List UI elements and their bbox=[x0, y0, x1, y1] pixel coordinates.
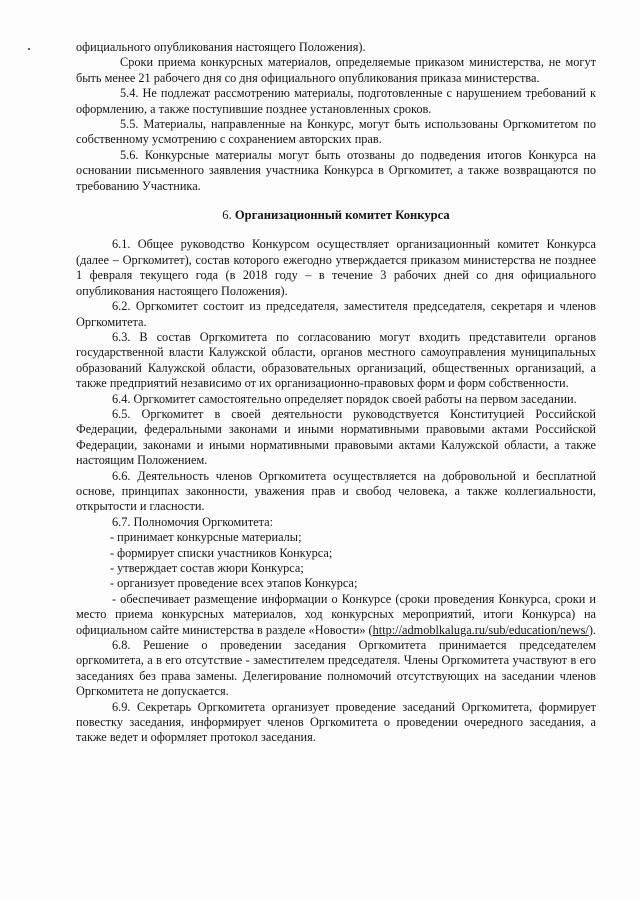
paragraph-top-line: официального опубликования настоящего Положения). bbox=[76, 40, 366, 54]
section-number: 6. bbox=[222, 208, 232, 223]
document-body bbox=[76, 40, 596, 746]
paragraph-6-6: 6.6. Деятельность членов Оргкомитета осуществляется на добровольной и бесплатной основе, принципах законности, уважения прав и свобод человека, а также коллегиальности, открытости и гласности. bbox=[76, 468, 596, 514]
list-item-power: - принимает конкурсные материалы; bbox=[110, 530, 302, 545]
list-item-power: - организует проведение всех этапов Конкурса; bbox=[110, 576, 358, 591]
publication-text: - обеспечивает размещение информации о Конкурсе (сроки проведения Конкурса, сроки и место приема конкурсных материалов, ход конкурсных мероприятий, итоги Конкурса) на официальном сайте министерства в разделе «Новости» ( bbox=[76, 591, 596, 637]
list-item-power: - формирует списки участников Конкурса; bbox=[110, 545, 333, 560]
paragraph-6-7: 6.7. Полномочия Оргкомитета: bbox=[112, 514, 274, 529]
scan-speck bbox=[28, 48, 30, 50]
paragraph-6-4: 6.4. Оргкомитет самостоятельно определяет порядок своей работы на первом заседании. bbox=[112, 391, 577, 406]
paragraph-6-3: 6.3. В состав Оргкомитета по согласованию могут входить представители органов государственной власти Калужской области, органов местного самоуправления муниципальных образований Калужской области, образовательных организаций, общественных организаций, а также предприятий независимо от их организационно-правовых форм и форм собственности. bbox=[76, 329, 596, 391]
paragraph-5-5: 5.5. Материалы, направленные на Конкурс, могут быть использованы Оргкомитетом по собственному усмотрению с сохранением авторских прав. bbox=[76, 117, 596, 147]
publication-text-end: ). bbox=[588, 622, 596, 637]
paragraph-6-2: 6.2. Оргкомитет состоит из председателя, заместителя председателя, секретаря и членов Оргкомитета. bbox=[76, 299, 596, 329]
paragraph-6-8: 6.8. Решение о проведении заседания Оргкомитета принимается председателем оргкомитета, а в его отсутствие - заместителем председателя. Члены Оргкомитета участвуют в его заседаниях без права замены. Делегирование полномочий отсутствующих на заседании членов Оргкомитета не допускается. bbox=[76, 638, 596, 699]
paragraph-deadline: Сроки приема конкурсных материалов, определяемые приказом министерства, не могут быть менее 21 рабочего дня со дня официального опубликования приказа министерства. bbox=[76, 55, 596, 85]
list-item-power-publication bbox=[76, 592, 596, 638]
paragraph-5-4: 5.4. Не подлежат рассмотрению материалы, подготовленные с нарушением требований к оформлению, а также поступившие позднее установленных сроков. bbox=[76, 86, 596, 116]
section-heading bbox=[76, 208, 596, 223]
paragraph-6-5: 6.5. Оргкомитет в своей деятельности руководствуется Конституцией Российской Федерации, федеральными законами и иными нормативными правовыми актами Российской Федерации, законами и иными нормативными правовыми актами Калужской области, а также настоящим Положением. bbox=[76, 406, 596, 468]
paragraph-6-9: 6.9. Секретарь Оргкомитета организует проведение заседаний Оргкомитета, формирует повестку заседания, информирует членов Оргкомитета о проведении очередного заседания, а также ведет и оформляет протокол заседания. bbox=[76, 699, 596, 745]
paragraph-5-6: 5.6. Конкурсные материалы могут быть отозваны до подведения итогов Конкурса на основании письменного заявления участника Конкурса в Оргкомитет, а также возвращаются по требованию Участника. bbox=[76, 147, 596, 193]
news-link[interactable]: http://admoblkaluga.ru/sub/education/news/ bbox=[372, 622, 589, 637]
list-item-power: - утверждает состав жюри Конкурса; bbox=[110, 561, 304, 575]
paragraph-6-1: 6.1. Общее руководство Конкурсом осуществляет организационный комитет Конкурса (далее – Оргкомитет), состав которого ежегодно утверждается приказом министерства не позднее 1 февраля текущего года (в 2018 году – в течение 3 рабочих дней со дня официального опубликования настоящего Положения). bbox=[76, 237, 596, 298]
section-title: Организационный комитет Конкурса bbox=[234, 208, 450, 223]
